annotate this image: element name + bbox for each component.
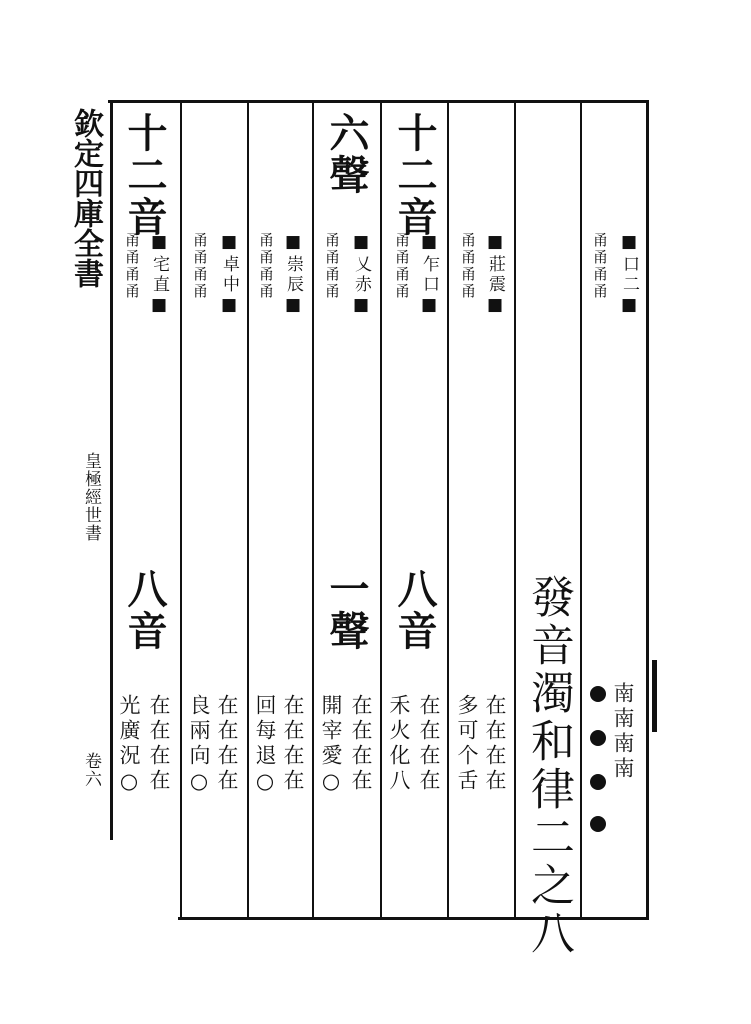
column-chars: 開宰愛○ [319, 694, 343, 797]
section-title: 發音濁和律二之八 [523, 574, 574, 958]
book-subtitle: 皇極經世書 [81, 452, 101, 542]
column-head: 十二音 [121, 112, 168, 238]
column-chars: 甬甬甬甬 [191, 232, 209, 300]
circle-mark-icon [590, 816, 606, 832]
column-chars: 在在在在 [215, 694, 239, 794]
column-chars: 光廣況○ [117, 694, 141, 797]
column-divider [447, 100, 449, 920]
column-divider [247, 100, 249, 920]
column-chars: 良兩向○ [187, 694, 211, 797]
book-title: 欽定四庫全書 [68, 108, 103, 288]
column-chars: ■莊震■ [485, 232, 505, 318]
circle-mark-icon [590, 730, 606, 746]
left-edge-rule [110, 100, 113, 840]
column-chars: 甬甬甬甬 [459, 232, 477, 300]
column-chars: ■卓中■ [219, 232, 239, 318]
column-chars: ■乂赤■ [351, 232, 371, 318]
column-chars: 禾火化八 [387, 694, 411, 794]
column-chars: 南南南南 [611, 682, 635, 782]
column-chars: ■乍口■ [419, 232, 439, 318]
column-chars: 甬甬甬甬 [591, 232, 609, 300]
column-chars: ■崇辰■ [283, 232, 303, 318]
top-border [108, 100, 648, 103]
column-head: 六聲 [323, 112, 370, 196]
margin-mark [652, 660, 657, 732]
column-divider [580, 100, 582, 920]
column-chars: ■口二■ [619, 232, 639, 318]
column-head: 一聲 [323, 568, 370, 652]
column-chars: 甬甬甬甬 [323, 232, 341, 300]
column-head: 八音 [121, 568, 168, 652]
column-chars: 甬甬甬甬 [257, 232, 275, 300]
column-chars: ■宅直■ [149, 232, 169, 318]
column-chars: 在在在在 [281, 694, 305, 794]
column-chars: 在在在在 [349, 694, 373, 794]
column-chars: 在在在在 [483, 694, 507, 794]
page-number: 卷六 [81, 752, 101, 788]
column-divider [180, 100, 182, 920]
circle-mark-icon [590, 774, 606, 790]
column-head: 十二音 [391, 112, 438, 238]
column-chars: 回每退○ [253, 694, 277, 797]
column-chars: 甬甬甬甬 [123, 232, 141, 300]
column-chars: 甬甬甬甬 [393, 232, 411, 300]
column-divider [312, 100, 314, 920]
column-divider [380, 100, 382, 920]
column-chars: 在在在在 [417, 694, 441, 794]
circle-mark-icon [590, 686, 606, 702]
column-chars: 多可个舌 [455, 694, 479, 794]
column-head: 八音 [391, 568, 438, 652]
column-divider [514, 100, 516, 920]
right-border [646, 100, 649, 920]
column-chars: 在在在在 [147, 694, 171, 794]
